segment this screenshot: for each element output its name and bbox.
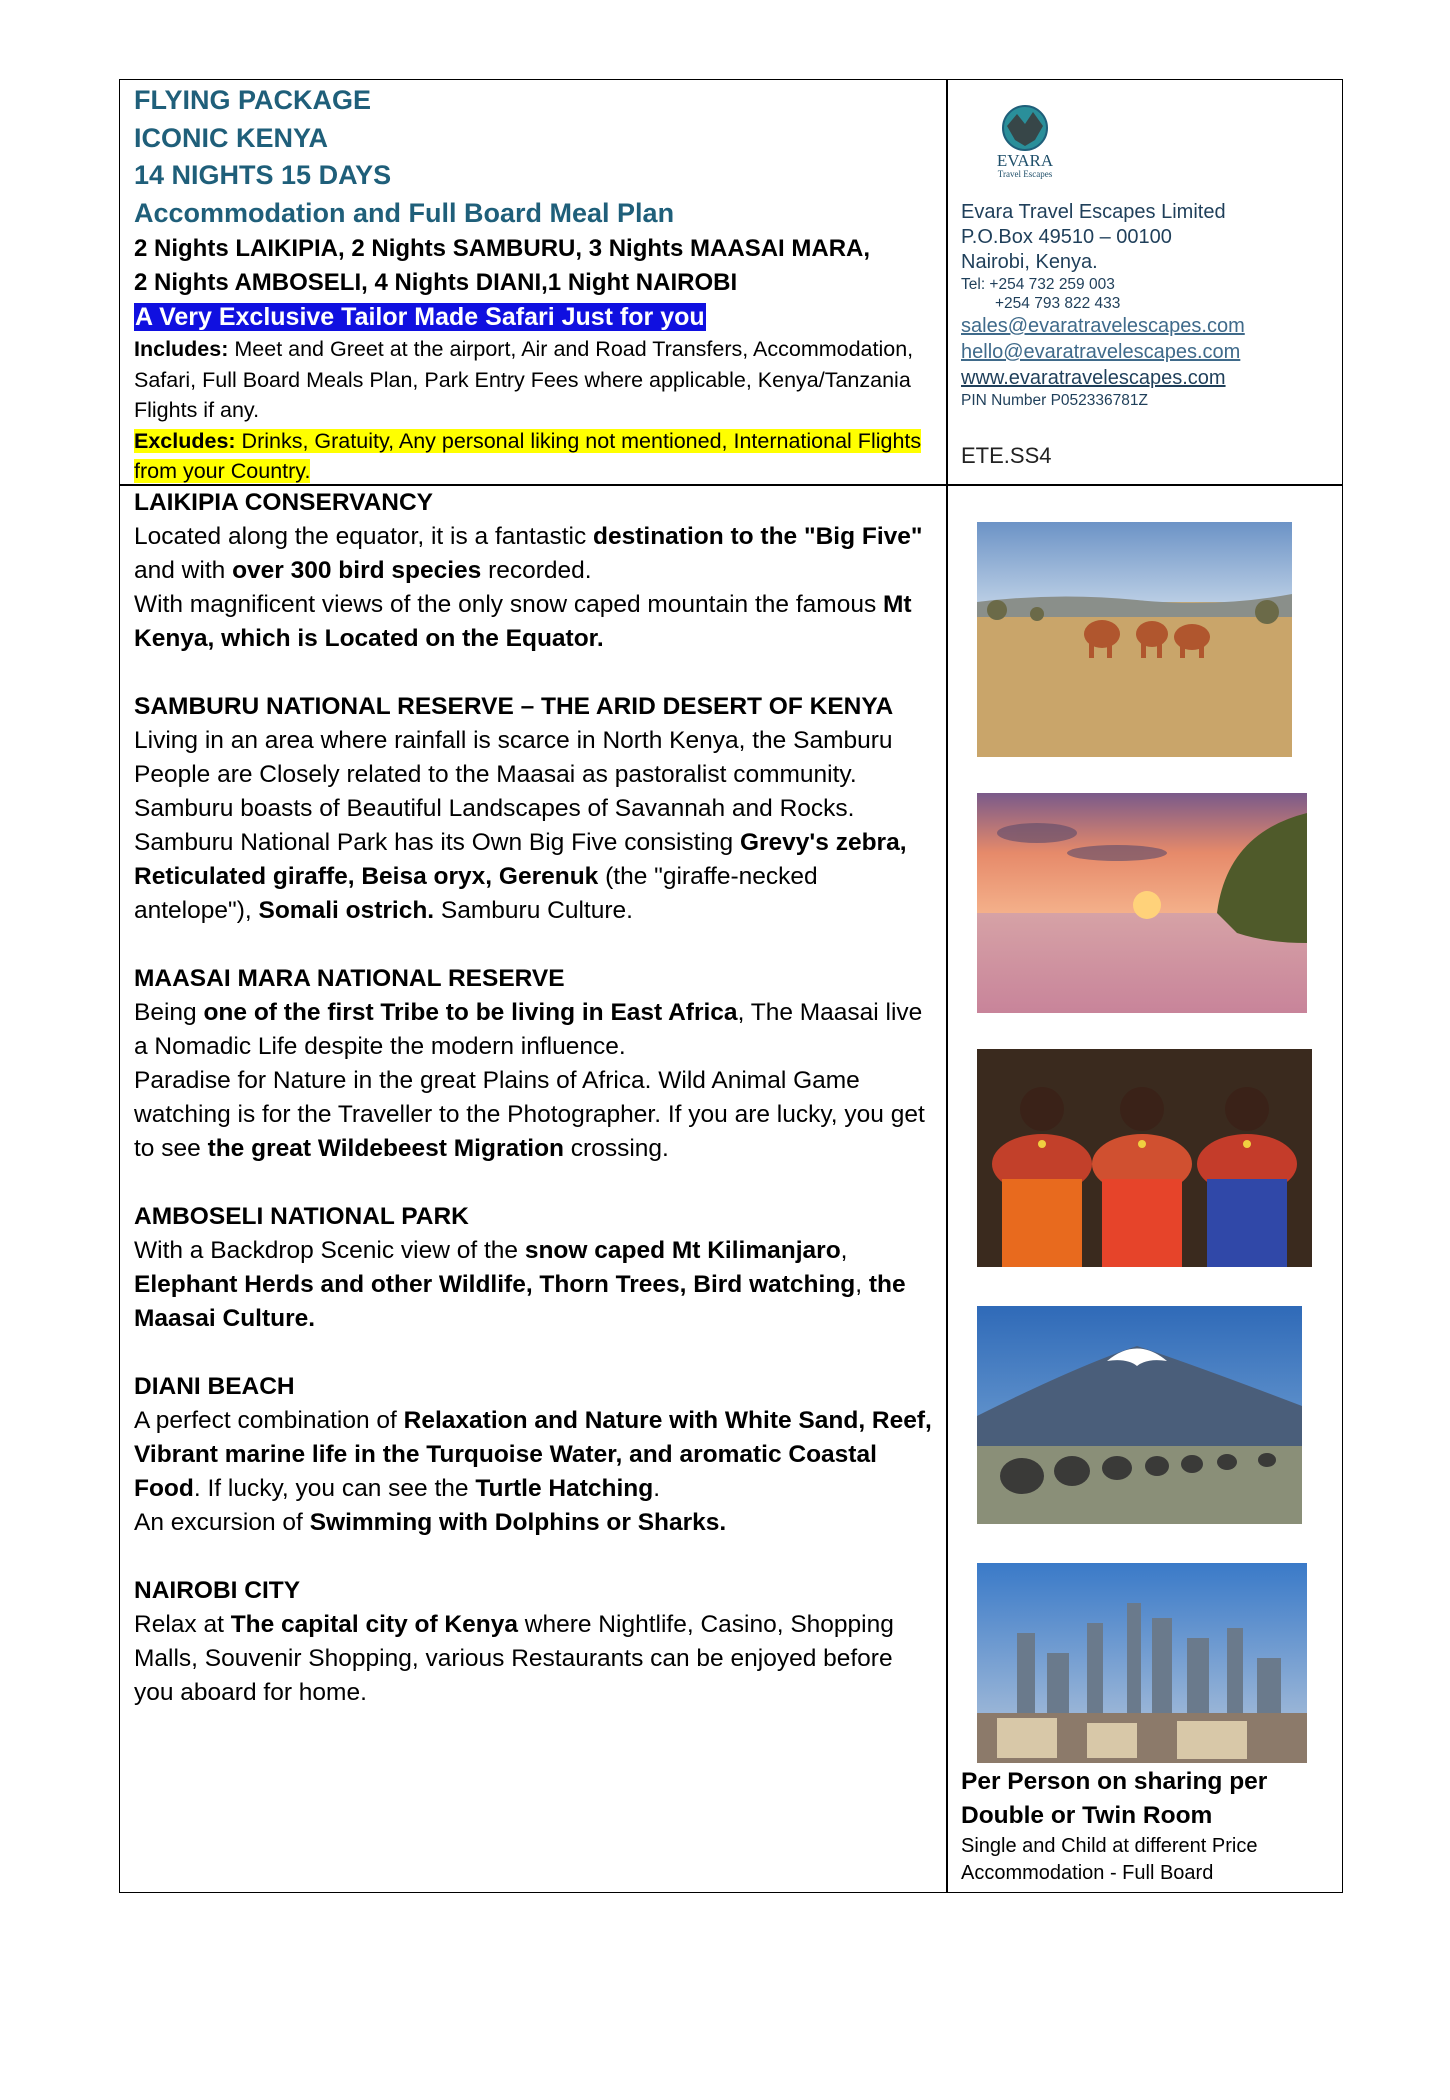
destinations-text [134, 486, 934, 1710]
section-title-laikipia: LAIKIPIA CONSERVANCY [134, 489, 434, 516]
company-name: Evara Travel Escapes Limited [961, 201, 1226, 223]
photo-maasai-women [977, 1049, 1312, 1267]
column-divider [946, 79, 948, 1893]
laikipia-para-2: With magnificent views of the only snow caped mountain the famous Mt Kenya, which is Located on the Equator. [134, 591, 912, 652]
reference-code: ETE.SS4 [961, 443, 1052, 468]
photo-diani-sunset [977, 793, 1307, 1013]
package-header [134, 82, 934, 487]
section-title-nairobi: NAIROBI CITY [134, 1577, 301, 1604]
phone-2: +254 793 822 433 [995, 295, 1121, 312]
package-name: ICONIC KENYA [134, 122, 329, 153]
website-link[interactable]: www.evaratravelescapes.com [961, 367, 1226, 389]
includes-block [134, 334, 934, 426]
mara-para-1: Being one of the first Tribe to be living in East Africa, The Maasai live a Nomadic Life despite the modern influence. [134, 999, 923, 1060]
po-box: P.O.Box 49510 – 00100 [961, 226, 1172, 248]
photo-elephants-savannah [977, 522, 1292, 757]
globe-logo-icon [985, 100, 1065, 180]
price-block [961, 1765, 1331, 1887]
tagline: A Very Exclusive Tailor Made Safari Just for you [135, 303, 705, 331]
laikipia-para-1: Located along the equator, it is a fantastic destination to the "Big Five" and with over 300 bird species recorded. [134, 523, 923, 584]
package-duration: 14 NIGHTS 15 DAYS [134, 160, 392, 190]
price-basis: Per Person on sharing per Double or Twin Room [961, 1768, 1268, 1829]
photo-kilimanjaro-elephants [977, 1306, 1302, 1524]
diani-para-2: An excursion of Swimming with Dolphins or Sharks. [134, 1509, 727, 1536]
section-title-mara: MAASAI MARA NATIONAL RESERVE [134, 965, 565, 992]
includes-label: Includes: [134, 337, 229, 361]
logo-subtitle: Travel Escapes [997, 169, 1053, 179]
company-logo [985, 100, 1065, 180]
section-title-samburu: SAMBURU NATIONAL RESERVE – THE ARID DESERT OF KENYA [134, 693, 894, 720]
logo-wordmark: EVARA [996, 151, 1054, 170]
package-type: FLYING PACKAGE [134, 85, 372, 115]
mara-para-2: Paradise for Nature in the great Plains of Africa. Wild Animal Game watching is for the Traveller to the Photographer. If you are lucky, you get to see the great Wildebeest Migration crossing. [134, 1067, 925, 1162]
section-title-diani: DIANI BEACH [134, 1373, 295, 1400]
includes-text: Meet and Greet at the airport, Air and Road Transfers, Accommodation, Safari, Full Board Meals Plan, Park Entry Fees where applicable, Kenya/Tanzania Flights if any. [134, 337, 914, 422]
excludes-text: Drinks, Gratuity, Any personal liking not mentioned, International Flights from your Country. [134, 428, 922, 483]
pin-number: PIN Number P052336781Z [961, 392, 1148, 409]
section-title-amboseli: AMBOSELI NATIONAL PARK [134, 1203, 469, 1230]
photo-nairobi-skyline [977, 1563, 1307, 1763]
nairobi-para: Relax at The capital city of Kenya where Nightlife, Casino, Shopping Malls, Souvenir Shopping, various Restaurants can be enjoyed before you aboard for home. [134, 1611, 894, 1706]
meal-plan: Accommodation and Full Board Meal Plan [134, 197, 675, 228]
excludes-block [134, 426, 934, 487]
phone-1: Tel: +254 732 259 003 [961, 276, 1115, 293]
diani-para-1: A perfect combination of Relaxation and Nature with White Sand, Reef, Vibrant marine life in the Turquoise Water, and aromatic Coastal Food. If lucky, you can see the Turtle Hatching. [134, 1407, 932, 1502]
amboseli-para: With a Backdrop Scenic view of the snow caped Mt Kilimanjaro, Elephant Herds and other Wildlife, Thorn Trees, Bird watching, the Maasai Culture. [134, 1237, 906, 1332]
email-sales-link[interactable]: sales@evaratravelescapes.com [961, 315, 1245, 337]
email-hello-link[interactable]: hello@evaratravelescapes.com [961, 341, 1241, 363]
samburu-para: Living in an area where rainfall is scarce in North Kenya, the Samburu People are Closely related to the Maasai as pastoralist community. Samburu boasts of Beautiful Landscapes of Savannah and Rocks. Samburu National Park has its Own Big Five consisting Grevy's zebra, Reticulated giraffe, Beisa oryx, Gerenuk (the "giraffe-necked antelope"), Somali ostrich. Samburu Culture. [134, 727, 907, 924]
price-board: Accommodation - Full Board [961, 1862, 1214, 1884]
city: Nairobi, Kenya. [961, 251, 1098, 273]
price-note: Single and Child at different Price [961, 1835, 1258, 1857]
excludes-label: Excludes: [134, 428, 236, 453]
nights-line-1: 2 Nights LAIKIPIA, 2 Nights SAMBURU, 3 Nights MAASAI MARA, [134, 235, 871, 262]
nights-line-2: 2 Nights AMBOSELI, 4 Nights DIANI,1 Night NAIROBI [134, 269, 738, 296]
contact-block [961, 200, 1336, 410]
